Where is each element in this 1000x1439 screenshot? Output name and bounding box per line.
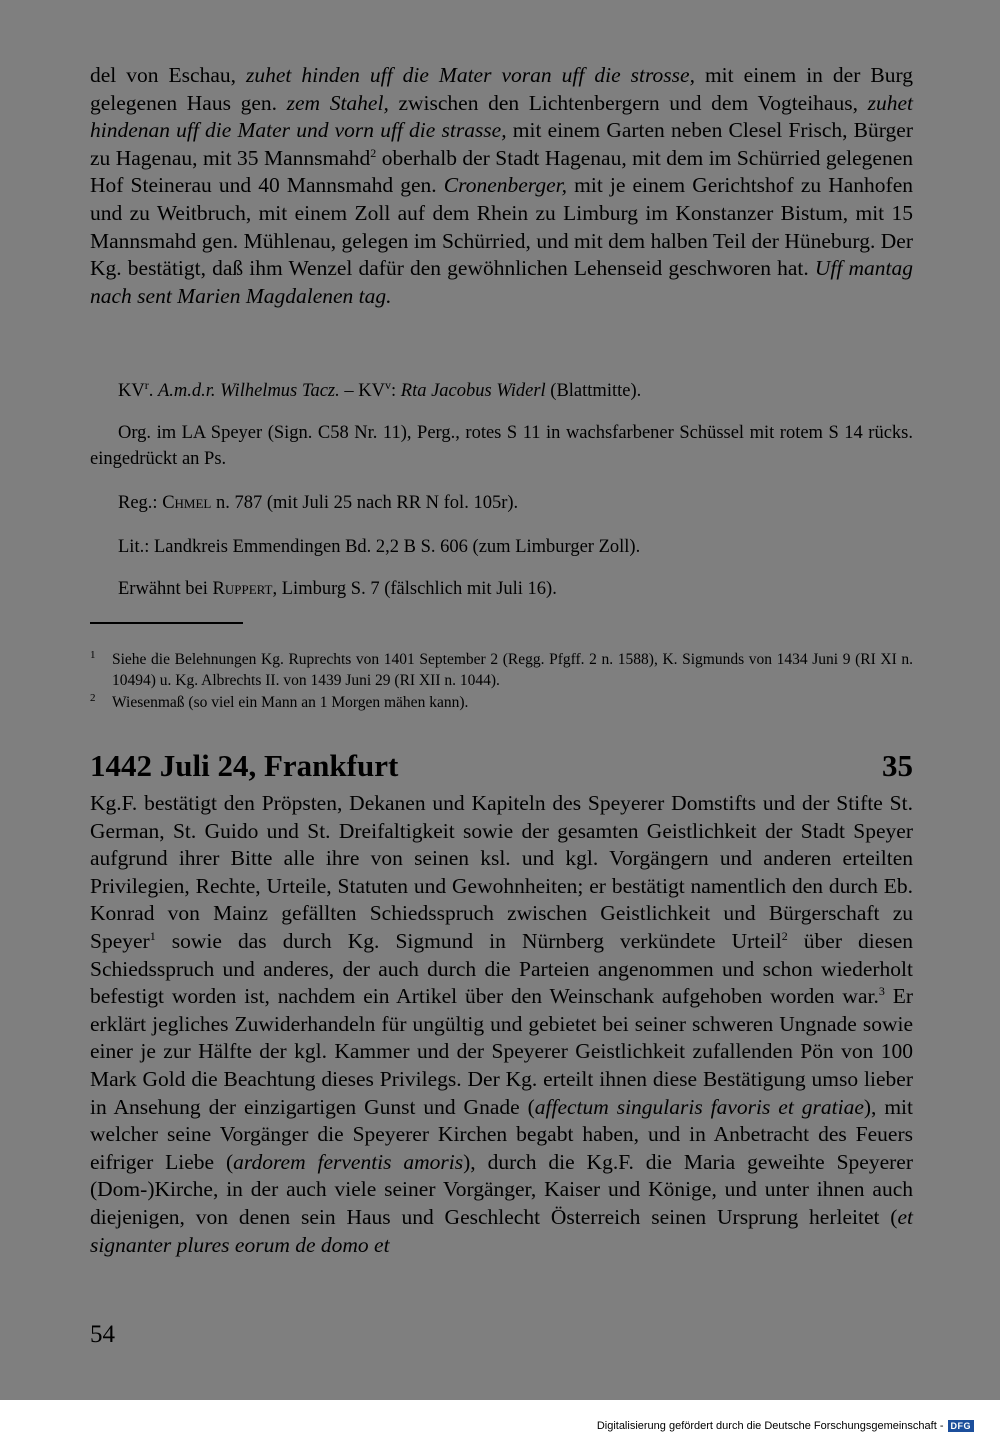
entry-paragraph: [90, 790, 913, 1259]
footnote-text: Wiesenmaß (so viel ein Mann an 1 Morgen mähen kann).: [112, 694, 469, 711]
italic-quote: et signanter plures eorum de domo et: [90, 1204, 913, 1257]
footnote-ref[interactable]: 2: [370, 145, 377, 160]
footnote-ref[interactable]: 3: [878, 984, 885, 998]
regest-line: [118, 490, 913, 516]
text-run: mit je einem Gerichtshof zu Hanhofen und zu Weitbruch, mit einem Zoll auf dem Rhein zu Limburg im Konstanzer Bistum, mit 15 Mannsmahd gen. Mühlenau, gelegen im Schürried, und mit dem halben Teil der Hüneburg. Der Kg. bestätigt, daß ihm Wenzel dafür den gewöhnlichen Lehenseid geschworen hat.: [90, 173, 913, 281]
footnote-number: 1: [90, 649, 96, 661]
text-run: oberhalb der Stadt Hagenau, mit dem im Schürried gelegenen Hof Steinerau und 40 Mannsmahd gen.: [90, 145, 913, 198]
italic-quote: affectum singularis favoris et gratiae: [534, 1094, 864, 1119]
italic-quote: A.m.d.r. Wilhelmus Tacz.: [157, 381, 340, 401]
italic-quote: Cronenberger,: [443, 173, 568, 198]
original-description: Org. im LA Speyer (Sign. C58 Nr. 11), Perg., rotes S 11 in wachsfarbener Schüssel mit rotem S 14 rücks. eingedrückt an Ps.: [90, 423, 913, 469]
mentioned-line: [118, 576, 913, 602]
text-run: , Limburg S. 7 (fälschlich mit Juli 16).: [272, 579, 557, 599]
text-run: n. 787 (mit Juli 25 nach RR N fol. 105r).: [211, 493, 519, 513]
page-number: 54: [90, 1321, 115, 1348]
text-run: ), mit welcher seine Vorgänger die Speyerer Kirchen begabt haben, und in Anbetracht des Feuers eifriger Liebe (: [90, 1094, 913, 1174]
text-run: KV: [118, 381, 145, 401]
author-name: Ruppert: [212, 579, 273, 599]
footnote-1: [90, 649, 913, 691]
text-run: Reg.:: [118, 493, 163, 513]
footer-text: Digitalisierung gefördert durch die Deutsche Forschungsgemeinschaft -: [596, 1420, 944, 1432]
entry-number: 35: [882, 748, 913, 783]
text-run: ), durch die Kg.F. die Maria geweihte Speyerer (Dom-)Kirche, in der auch viele seiner Vorgänger, Kaiser und Könige, und unter ihnen auch diejenigen, von denen sein Haus und Geschlecht Österreich seinen Ursprung herleitet (: [90, 1149, 913, 1229]
text-run: del von Eschau,: [90, 63, 247, 87]
text-run: – KV: [339, 381, 385, 401]
footnote-separator: [90, 622, 243, 624]
kanzleivermerk-line: [118, 378, 913, 404]
literature-line: Lit.: Landkreis Emmendingen Bd. 2,2 B S. 606 (zum Limburger Zoll).: [118, 537, 641, 557]
italic-quote: Uff mantag nach sent Marien Magdalenen tag.: [90, 256, 913, 308]
text-run: über diesen Schiedsspruch und anderes, der auch durch die Parteien angenommen und schon wiederholt befestigt worden ist, nachdem ein Artikel über den Weinschank aufgehoben worden war.: [90, 928, 913, 1009]
superscript: r: [144, 377, 149, 392]
footnote-ref[interactable]: 1: [149, 928, 156, 943]
italic-quote: zem Stahel,: [286, 90, 389, 115]
text-run: zwischen den Lichtenbergern und dem Vogteihaus,: [388, 90, 868, 115]
text-run: (Blattmitte).: [545, 381, 642, 401]
text-run: .: [148, 381, 158, 401]
italic-quote: Rta Jacobus Widerl: [400, 381, 546, 401]
author-name: Chmel: [162, 493, 212, 513]
entry-heading: [90, 746, 913, 786]
dfg-footer: [597, 1420, 974, 1432]
text-run: :: [391, 381, 401, 401]
superscript: v: [385, 377, 391, 392]
entry-continuation-paragraph: [90, 62, 913, 310]
text-run: mit einem Garten neben Clesel Frisch, Bürger zu Hagenau, mit 35 Mannsmahd: [90, 118, 913, 170]
text-run: Er erklärt jegliches Zuwiderhandeln für ungültig und gebietet bei seiner schweren Ungnade sowie einer je zur Hälfte der kgl. Kammer und der Speyerer Geistlichkeit zufallenden Pön von 100 Mark Gold die Beachtung dieses Privilegs. Der Kg. erteilt ihnen diese Bestätigung umso lieber in Ansehung der einzigartigen Gunst und Gnade (: [90, 984, 913, 1119]
text-run: Erwähnt bei: [118, 579, 213, 599]
text-run: sowie das durch Kg. Sigmund in Nürnberg verkündete Urteil: [155, 928, 782, 953]
entry-date-place: 1442 Juli 24, Frankfurt: [90, 748, 399, 783]
italic-quote: ardorem ferventis amoris: [233, 1149, 464, 1174]
italic-quote: zuhet hindenan uff die Mater und vorn uff die strasse,: [90, 90, 913, 143]
footnote-text: Siehe die Belehnungen Kg. Ruprechts von 1401 September 2 (Regg. Pfgff. 2 n. 1588), K. Sigmunds von 1434 Juni 9 (RI XI n. 10494) u. Kg. Albrechts II. von 1439 Juni 29 (RI XII n. 1044).: [112, 651, 913, 689]
italic-quote: zuhet hinden uff die Mater voran uff die strosse,: [246, 63, 695, 87]
text-run: mit einem in der Burg gelegenen Haus gen.: [90, 63, 913, 115]
footnote-ref[interactable]: 2: [781, 928, 788, 943]
footnote-2: [90, 692, 913, 713]
text-run: Kg.F. bestätigt den Pröpsten, Dekanen und Kapiteln des Speyerer Domstifts und der Stifte St. German, St. Guido und St. Dreifaltigkeit sowie der gesamten Geistlichkeit der Stadt Speyer aufgrund ihrer Bitte alle ihre von seinen ksl. und kgl. Vorgängern und anderen erteilten Privilegien, Rechte, Urteile, Statuten und Gewohnheiten; er bestätigt namentlich den durch Eb. Konrad von Mainz gefällten Schiedsspruch zwischen Geistlichkeit und Bürgerschaft zu Speyer: [90, 791, 913, 953]
footnote-number: 2: [90, 692, 96, 704]
dfg-logo-icon: DFG: [948, 1420, 975, 1432]
